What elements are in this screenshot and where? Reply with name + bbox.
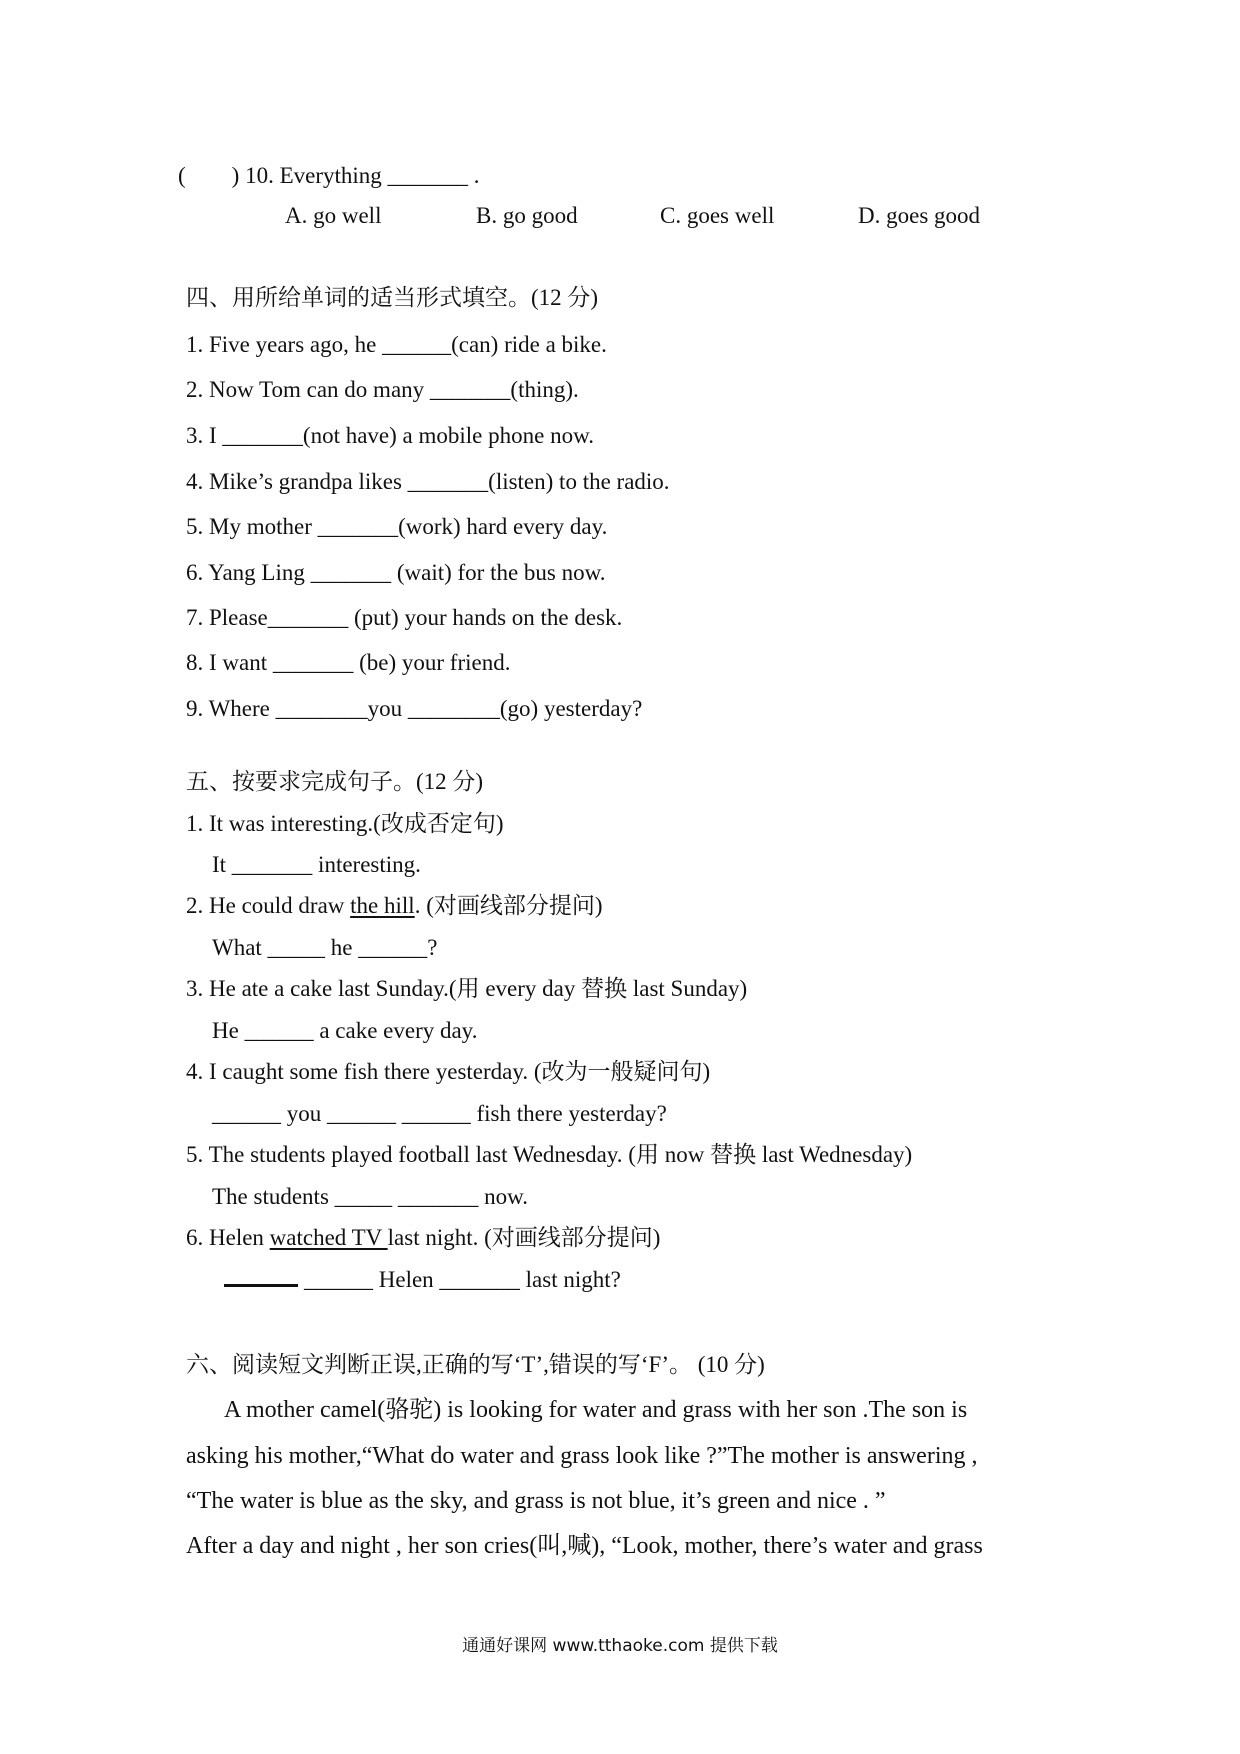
passage-line: After a day and night , her son cries(叫,喊), “Look, mother, there’s water and grass xyxy=(186,1533,983,1559)
section-4-item: 5. My mother _______(work) hard every day. xyxy=(186,514,608,539)
section-5-answer-line: What _____ he ______? xyxy=(212,935,438,960)
section-4-item: 7. Please_______ (put) your hands on the desk. xyxy=(186,605,623,630)
section-5-question: 3. He ate a cake last Sunday.(用 every day 替换 last Sunday) xyxy=(186,976,748,1001)
section-4-item: 8. I want _______ (be) your friend. xyxy=(186,650,511,675)
underlined-phrase: the hill xyxy=(350,893,415,918)
page-footer: 通通好课网 www.tthaoke.com 提供下载 xyxy=(462,1636,778,1656)
section-5-answer-line: ______ Helen _______ last night? xyxy=(224,1268,621,1291)
option-c: C. goes well xyxy=(660,203,775,228)
section-4-item: 3. I _______(not have) a mobile phone now. xyxy=(186,423,594,448)
section-5-answer-line: He ______ a cake every day. xyxy=(212,1018,478,1043)
section-5-question: 5. The students played football last Wednesday. (用 now 替换 last Wednesday) xyxy=(186,1142,913,1167)
section-5-question: 2. He could draw the hill. (对画线部分提问) xyxy=(186,893,603,918)
section-5-question: 1. It was interesting.(改成否定句) xyxy=(186,811,504,836)
section-4-item: 1. Five years ago, he ______(can) ride a bike. xyxy=(186,332,607,357)
passage-line: A mother camel(骆驼) is looking for water and grass with her son .The son is xyxy=(224,1397,968,1423)
section-5-answer-line: The students _____ _______ now. xyxy=(212,1184,529,1209)
section-5-answer-line: It _______ interesting. xyxy=(212,852,421,877)
option-b: B. go good xyxy=(476,203,578,228)
section-4-item: 2. Now Tom can do many _______(thing). xyxy=(186,377,579,402)
option-d: D. goes good xyxy=(858,203,981,228)
passage-line: asking his mother,“What do water and grass look like ?”The mother is answering , xyxy=(186,1443,978,1469)
section-4-item: 4. Mike’s grandpa likes _______(listen) to the radio. xyxy=(186,469,670,494)
section-5-heading: 五、按要求完成句子。(12 分) xyxy=(186,769,484,794)
underlined-phrase: watched TV xyxy=(269,1225,388,1250)
section-5-question: 6. Helen watched TV last night. (对画线部分提问) xyxy=(186,1225,661,1250)
option-a: A. go well xyxy=(285,203,382,228)
section-6-heading: 六、阅读短文判断正误,正确的写‘T’,错误的写‘F’。 (10 分) xyxy=(186,1352,765,1377)
bold-blank xyxy=(224,1280,298,1287)
section-4-heading: 四、用所给单词的适当形式填空。(12 分) xyxy=(186,285,599,310)
question-10-stem: ( ) 10. Everything _______ . xyxy=(178,163,480,188)
section-4-item: 9. Where ________you ________(go) yesterday? xyxy=(186,696,643,721)
section-5-answer-line: ______ you ______ ______ fish there yesterday? xyxy=(212,1101,667,1126)
passage-line: “The water is blue as the sky, and grass is not blue, it’s green and nice . ” xyxy=(186,1488,886,1514)
section-5-question: 4. I caught some fish there yesterday. (改为一般疑问句) xyxy=(186,1059,711,1084)
section-4-item: 6. Yang Ling _______ (wait) for the bus now. xyxy=(186,560,606,585)
